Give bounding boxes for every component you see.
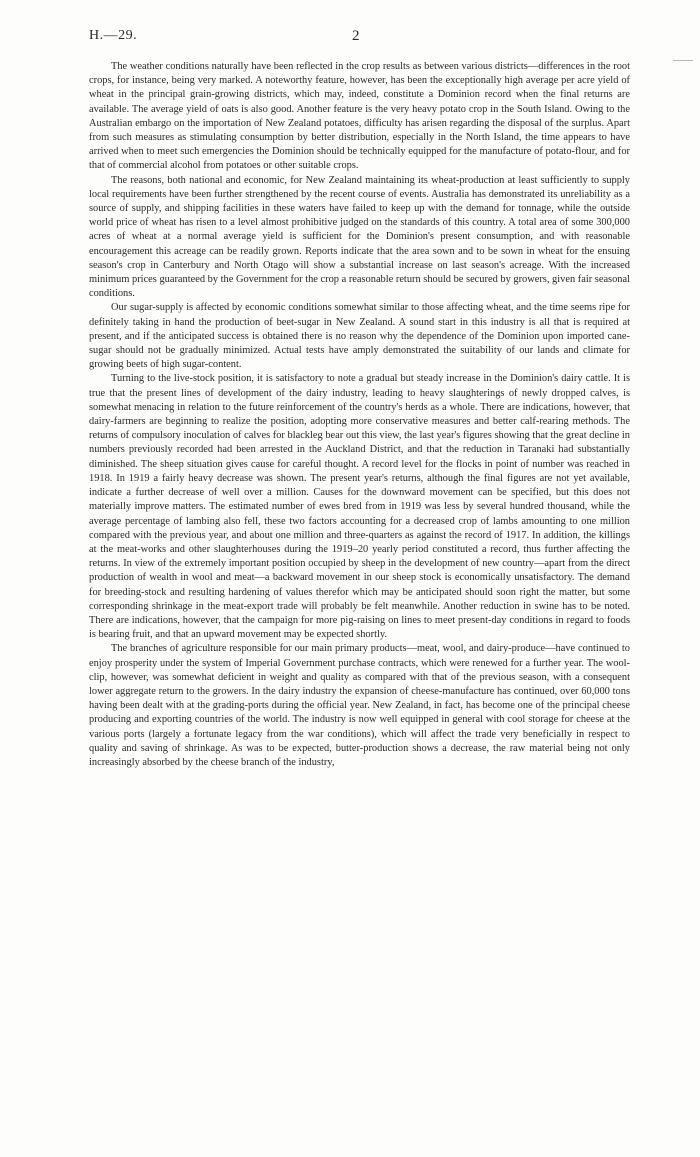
paragraph-live-stock: Turning to the live-stock position, it is satisfactory to note a gradual but steady increase in the Dominion's dairy cattle. It is true that the present lines of development of the dairy industry, leading to heavy slaughterings of newly dropped calves, is somewhat menacing in relation to the future reinforcement of the country's herds as a whole. There are indications, however, that dairy-farmers are beginning to realize the position, adopting more conservative measures and better calf-rearing methods. The returns of compulsory inoculation of calves for blackleg bear out this view, the last year's figures showing that the great decline in numbers previously recorded had been arrested in the Auckland District, and that the reduction in Taranaki had substantially diminished. The sheep situation gives cause for careful thought. A record level for the flocks in point of number was reached in 1918. In 1919 a fairly heavy decrease was shown. The present year's returns, although the final figures are not yet available, indicate a further decrease of well over a million. Causes for the downward movement can be specified, but this does not materially improve matters. The estimated number of ewes bred from in 1919 was less by several hundred thousand, while the average percentage of lambing also fell, these two factors accounting for a decreased crop of lambs amounting to one million compared with the previous year, and about one million and three-quarters as against the record of 1917. In addition, the killings at the meat-works and other slaughterhouses during the 1919–20 yearly period constituted a record, thus further affecting the returns. In view of the extremely important position occupied by sheep in the development of new country—apart from the direct production of wealth in wool and meat—a backward movement in our sheep stock is economically unsatisfactory. The demand for breeding-stock and resulting hardening of values therefor which may be anticipated should soon right the matter, but some corresponding shrinkage in the meat-export trade will probably be felt meanwhile. Another reduction in swine has to be noted. There are indications, however, that the campaign for more pig-raising on lines to meet present-day conditions in regard to foods is bearing fruit, and that an upward movement may be expected shortly. [89, 373, 630, 641]
paragraph-wheat-production: The reasons, both national and economic, for New Zealand maintaining its wheat-production at least sufficiently to supply local requirements have been further strengthened by the recent course of events. Australia has demonstrated its unreliability as a source of supply, and shipping facilities in these waters have failed to keep up with the demand for tonnage, while the outside world price of wheat has risen to a level almost prohibitive judged on the standards of this country. A total area of some 300,000 acres of wheat at a normal average yield is sufficient for the Dominion's present consumption, and with reasonable encouragement this acreage can be readily grown. Reports indicate that the area sown and to be sown in wheat for the ensuing season's crop in Canterbury and North Otago will show a substantial increase on last season's acreage. With the increased minimum prices guaranteed by the Government for the crop a reasonable return should be secured by growers, given fair seasonal conditions. [89, 174, 630, 300]
page-number: 2 [352, 28, 360, 44]
document-reference: H.—29. [89, 28, 138, 43]
body-text [89, 60, 630, 770]
margin-mark [673, 60, 693, 61]
paragraph-primary-products: The branches of agriculture responsible for our main primary products—meat, wool, and dairy-produce—have continued to enjoy prosperity under the system of Imperial Government purchase contracts, which were renewed for a further year. The wool-clip, however, was somewhat deficient in weight and quality as compared with that of the previous season, with a consequent lower aggregate return to the growers. In the dairy industry the expansion of cheese-manufacture has continued, over 60,000 tons having been dealt with at the grading-ports during the official year. New Zealand, in fact, has become one of the principal cheese producing and exporting countries of the world. The industry is now well equipped in general with cool storage for cheese at the various ports (largely a fortunate legacy from the war conditions), which will affect the trade very beneficially in respect to quality and saving of shrinkage. As was to be expected, butter-production shows a decrease, the raw material being not only increasingly absorbed by the cheese branch of the industry, [89, 643, 630, 768]
paragraph-sugar-supply: Our sugar-supply is affected by economic conditions somewhat similar to those affecting wheat, and the time seems ripe for definitely taking in hand the production of beet-sugar in New Zealand. A sound start in this industry is all that is required at present, and if the anticipated success is obtained there is no reason why the dependence of the Dominion upon imported cane-sugar should not be gradually minimized. Actual tests have amply demonstrated the suitability of our lands and climate for growing beets of high sugar-content. [89, 302, 630, 371]
paragraph-crop-results: The weather conditions naturally have been reflected in the crop results as between various districts—differences in the root crops, for instance, being very marked. A noteworthy feature, however, has been the exceptionally high average per acre yield of wheat in the principal grain-growing districts, which may, indeed, constitute a Dominion record when the final returns are available. The average yield of oats is also good. Another feature is the very heavy potato crop in the South Island. Owing to the Australian embargo on the importation of New Zealand potatoes, difficulty has arisen regarding the disposal of the surplus. Apart from such measures as stimulating consumption by better distribution, especially in the North Island, the time appears to have arrived when to meet such emergencies the Dominion should be technically equipped for the manufacture of potato-flour, and for that of commercial alcohol from potatoes or other suitable crops. [89, 61, 630, 172]
